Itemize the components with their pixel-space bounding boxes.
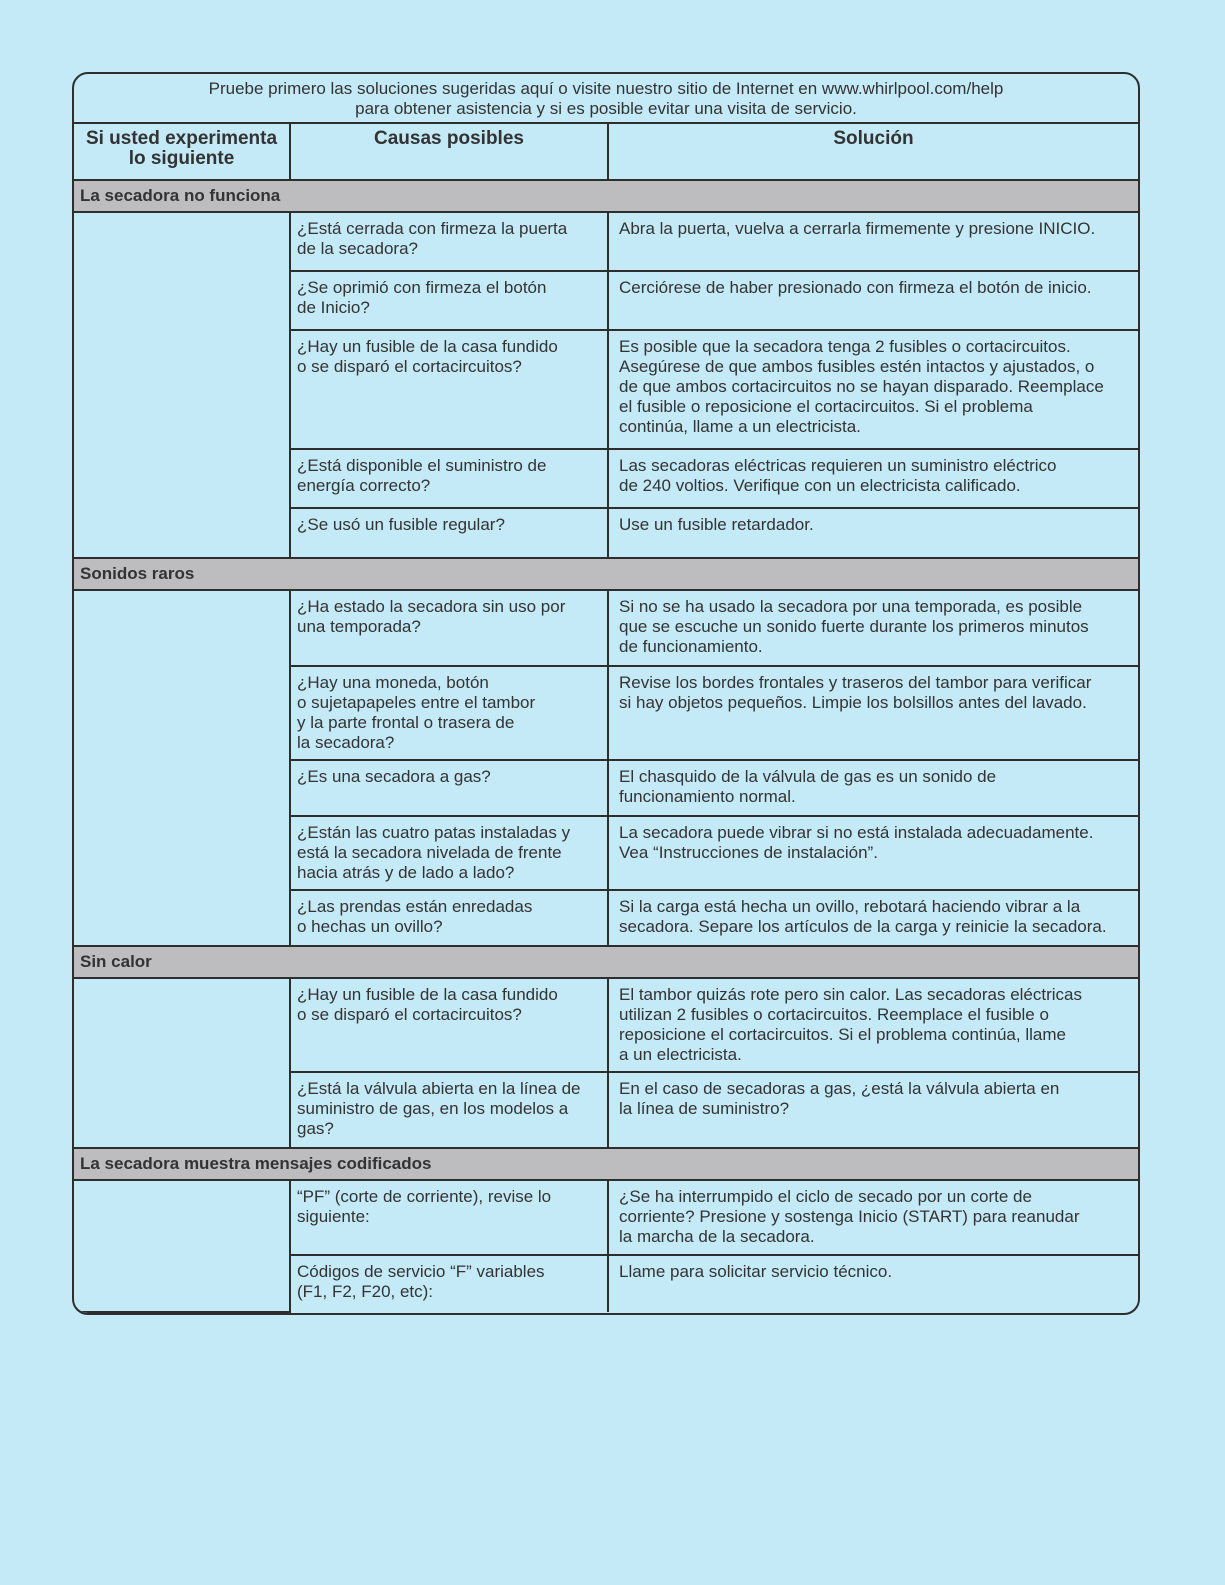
symptom-cell: [74, 1180, 290, 1312]
intro-line-1: Pruebe primero las soluciones sugeridas aquí o visite nuestro sitio de Internet en www.whirlpool.com/help: [208, 79, 1004, 98]
symptom-cell: [74, 978, 290, 1148]
cause-cell: ¿Están las cuatro patas instaladas y está la secadora nivelada de frente hacia atrás y de lado a lado?: [290, 816, 608, 890]
section-title: La secadora muestra mensajes codificados: [74, 1148, 1138, 1180]
cause-cell: ¿Se oprimió con firmeza el botón de Inicio?: [290, 271, 608, 330]
cause-cell: ¿Se usó un fusible regular?: [290, 508, 608, 558]
cause-cell: ¿Las prendas están enredadas o hechas un ovillo?: [290, 890, 608, 946]
troubleshooting-table: [74, 124, 1138, 1313]
intro-text: [74, 74, 1138, 124]
solution-cell: Si no se ha usado la secadora por una temporada, es posible que se escuche un sonido fuerte durante los primeros minutos de funcionamiento.: [608, 590, 1138, 666]
header-solution: Solución: [608, 124, 1138, 180]
troubleshooting-table-frame: [72, 72, 1140, 1315]
section-title: Sin calor: [74, 946, 1138, 978]
cause-cell: ¿Hay un fusible de la casa fundido o se disparó el cortacircuitos?: [290, 978, 608, 1072]
solution-cell: La secadora puede vibrar si no está instalada adecuadamente. Vea “Instrucciones de instalación”.: [608, 816, 1138, 890]
solution-cell: Abra la puerta, vuelva a cerrarla firmemente y presione INICIO.: [608, 212, 1138, 271]
section-row: [74, 1148, 1138, 1180]
solution-cell: Las secadoras eléctricas requieren un suministro eléctrico de 240 voltios. Verifique con un electricista calificado.: [608, 449, 1138, 508]
solution-cell: Es posible que la secadora tenga 2 fusibles o cortacircuitos. Asegúrese de que ambos fusibles estén intactos y ajustados, o de que ambos cortacircuitos no se hayan disparado. Reemplace el fusible o reposicione el cortacircuitos. Si el problema continúa, llame a un electricista.: [608, 330, 1138, 449]
header-row: [74, 124, 1138, 180]
solution-cell: Cerciórese de haber presionado con firmeza el botón de inicio.: [608, 271, 1138, 330]
cause-cell: ¿Está disponible el suministro de energía correcto?: [290, 449, 608, 508]
section-title: Sonidos raros: [74, 558, 1138, 590]
header-causes: Causas posibles: [290, 124, 608, 180]
cause-cell: ¿Es una secadora a gas?: [290, 760, 608, 816]
solution-cell: El chasquido de la válvula de gas es un sonido de funcionamiento normal.: [608, 760, 1138, 816]
solution-cell: Llame para solicitar servicio técnico.: [608, 1255, 1138, 1312]
solution-cell: El tambor quizás rote pero sin calor. Las secadoras eléctricas utilizan 2 fusibles o cortacircuitos. Reemplace el fusible o reposicione el cortacircuitos. Si el problema continúa, llame a un electricista.: [608, 978, 1138, 1072]
table-row: [74, 212, 1138, 271]
table-row: [74, 1180, 1138, 1255]
cause-cell: ¿Hay un fusible de la casa fundido o se disparó el cortacircuitos?: [290, 330, 608, 449]
header-symptom: Si usted experimenta lo siguiente: [74, 124, 290, 180]
table-row: [74, 978, 1138, 1072]
cause-cell: ¿Ha estado la secadora sin uso por una temporada?: [290, 590, 608, 666]
cause-cell: Códigos de servicio “F” variables (F1, F2, F20, etc):: [290, 1255, 608, 1312]
solution-cell: Use un fusible retardador.: [608, 508, 1138, 558]
section-title: La secadora no funciona: [74, 180, 1138, 212]
cause-cell: “PF” (corte de corriente), revise lo siguiente:: [290, 1180, 608, 1255]
section-row: [74, 558, 1138, 590]
solution-cell: Revise los bordes frontales y traseros del tambor para verificar si hay objetos pequeños. Limpie los bolsillos antes del lavado.: [608, 666, 1138, 760]
cause-cell: ¿Está la válvula abierta en la línea de suministro de gas, en los modelos a gas?: [290, 1072, 608, 1148]
symptom-cell: [74, 590, 290, 946]
section-row: [74, 180, 1138, 212]
section-row: [74, 946, 1138, 978]
symptom-cell: [74, 212, 290, 558]
cause-cell: ¿Está cerrada con firmeza la puerta de la secadora?: [290, 212, 608, 271]
intro-line-2: para obtener asistencia y si es posible evitar una visita de servicio.: [355, 99, 857, 118]
solution-cell: ¿Se ha interrumpido el ciclo de secado por un corte de corriente? Presione y sostenga Inicio (START) para reanudar la marcha de la secadora.: [608, 1180, 1138, 1255]
table-row: [74, 590, 1138, 666]
cause-cell: ¿Hay una moneda, botón o sujetapapeles entre el tambor y la parte frontal o trasera de la secadora?: [290, 666, 608, 760]
solution-cell: En el caso de secadoras a gas, ¿está la válvula abierta en la línea de suministro?: [608, 1072, 1138, 1148]
table-body: [74, 180, 1138, 1312]
solution-cell: Si la carga está hecha un ovillo, rebotará haciendo vibrar a la secadora. Separe los artículos de la carga y reinicie la secadora.: [608, 890, 1138, 946]
